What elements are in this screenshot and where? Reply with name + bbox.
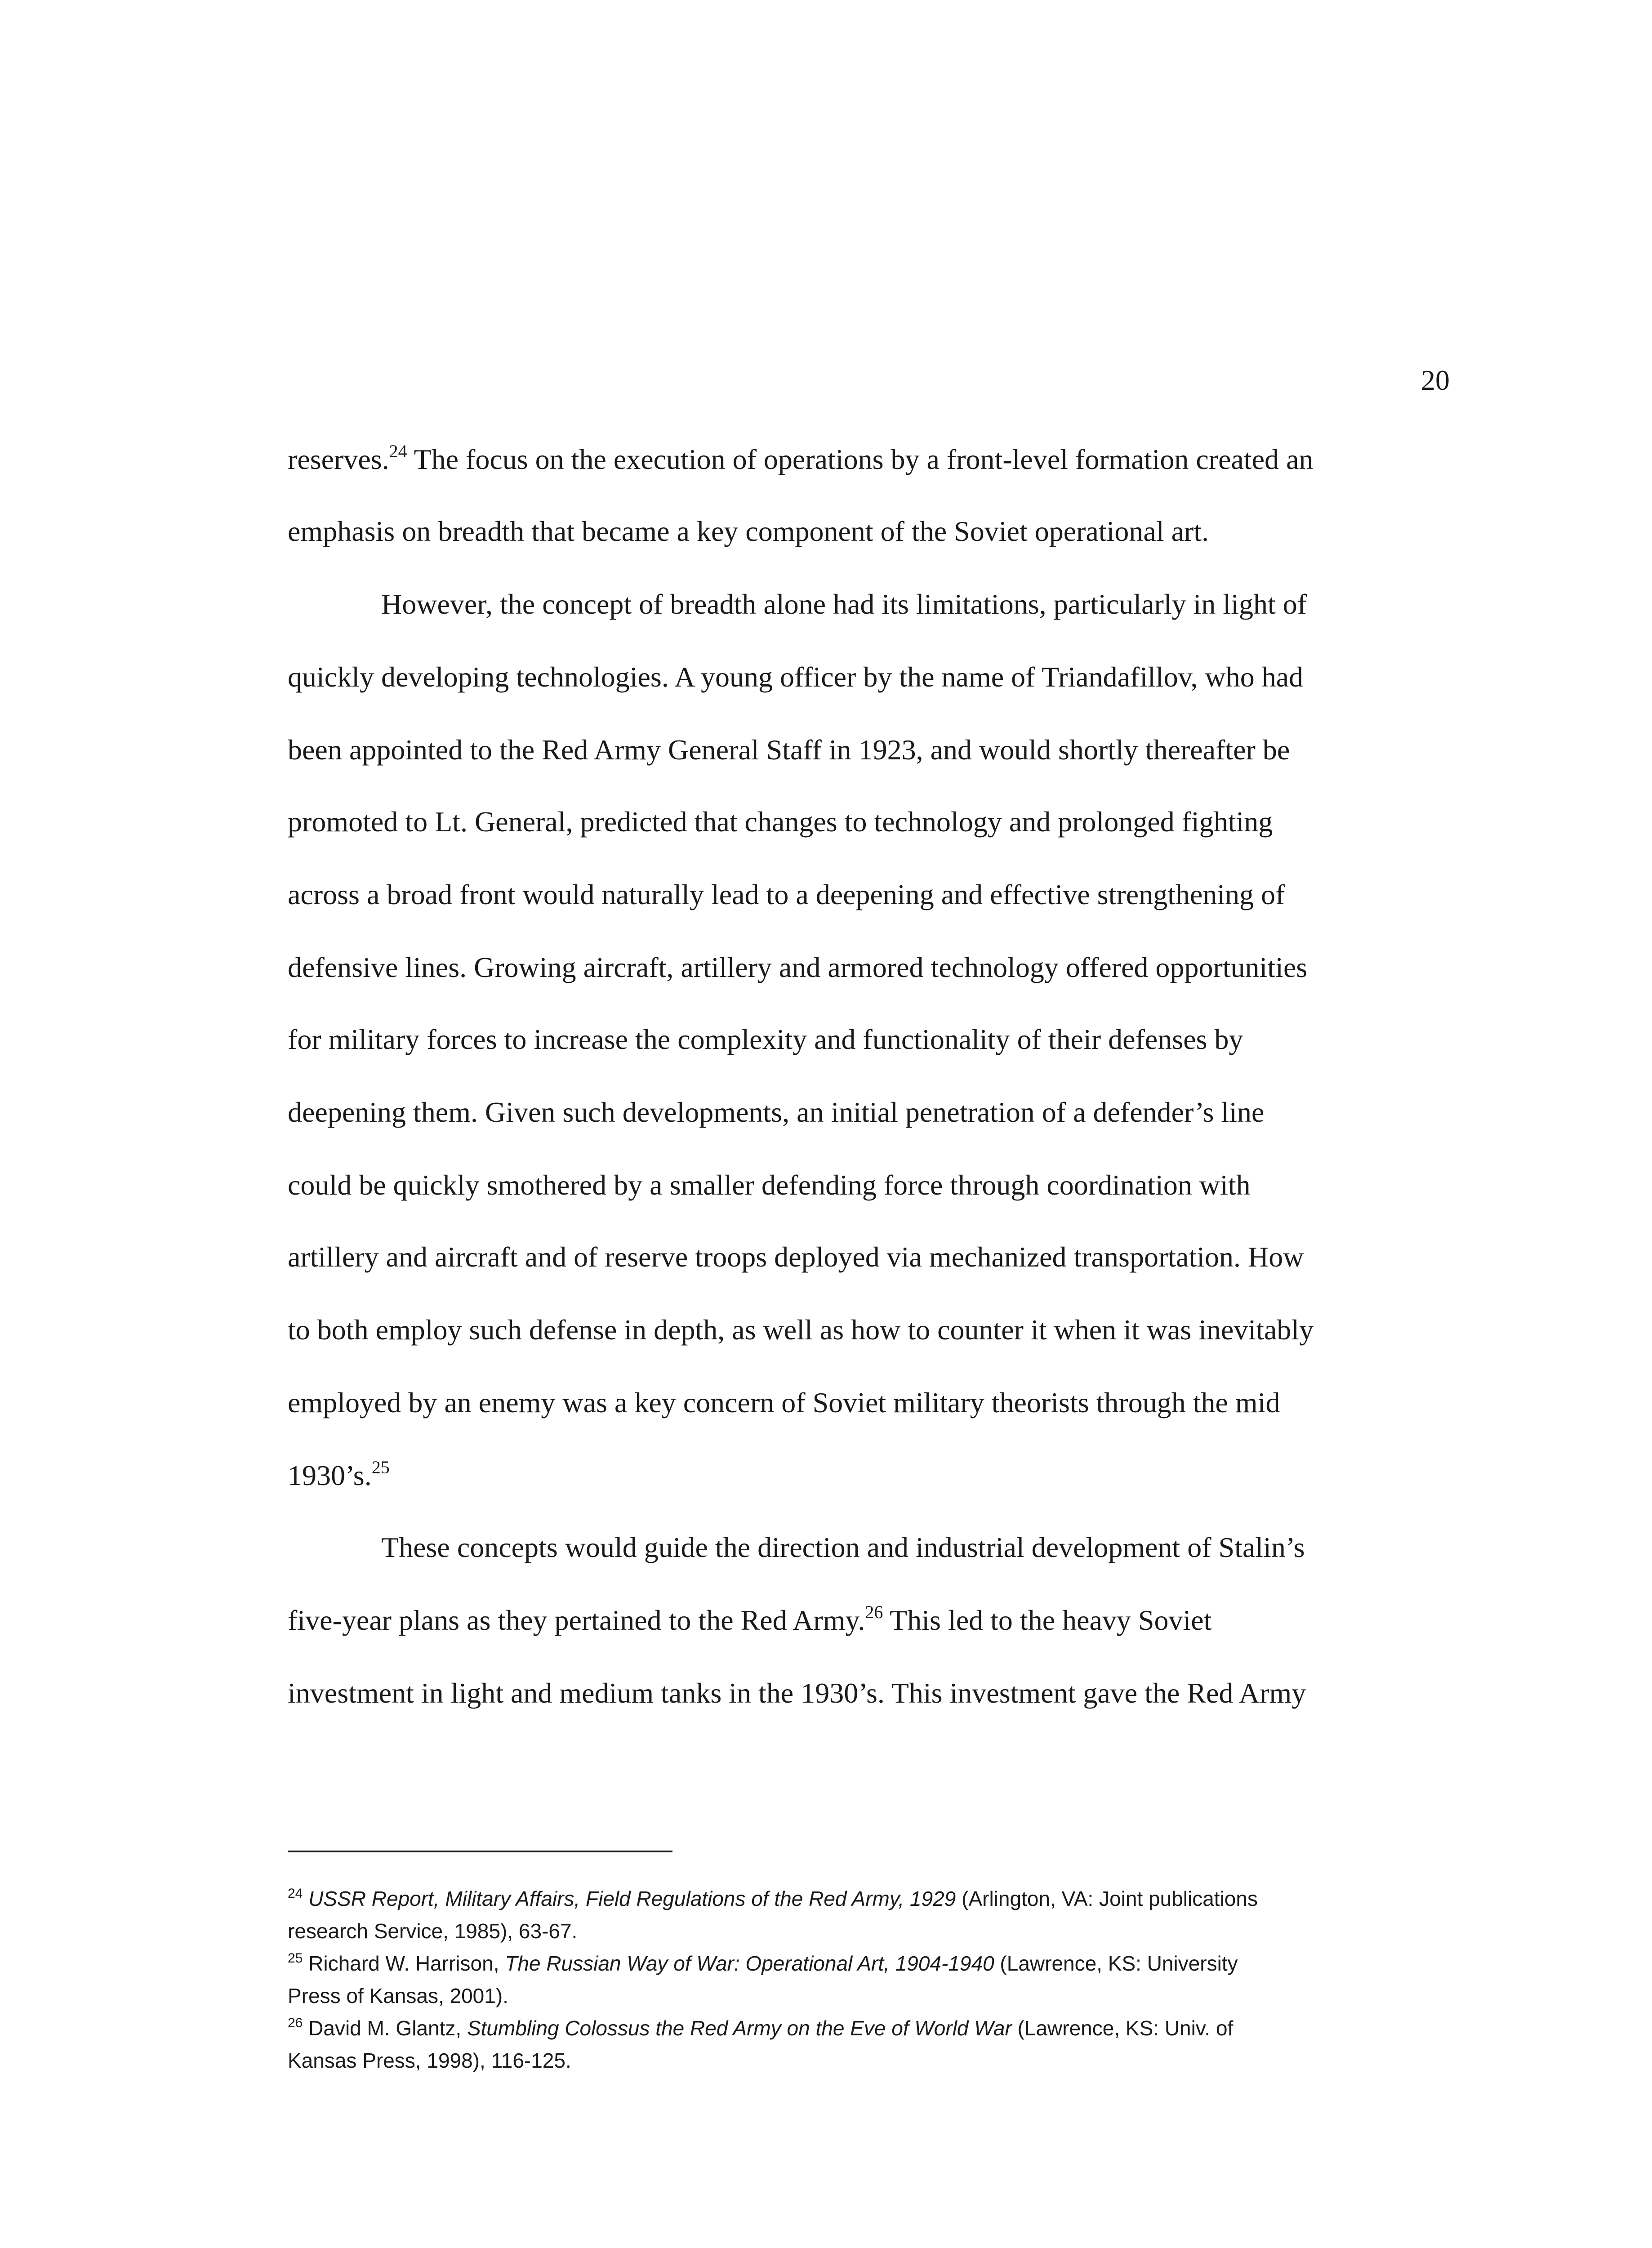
footnote-text: (Lawrence, KS: Univ. of — [1011, 2016, 1233, 2040]
body-line-text: reserves. — [288, 443, 389, 475]
body-line: to both employ such defense in depth, as well as how to counter it when it was inevitably — [288, 1314, 1314, 1346]
footnote-ref: 25 — [371, 1457, 390, 1477]
paragraph-first-line: These concepts would guide the direction and industrial development of Stalin’s — [381, 1531, 1305, 1563]
footnote-number: 26 — [288, 2016, 303, 2030]
body-line: promoted to Lt. General, predicted that changes to technology and prolonged fighting — [288, 806, 1273, 838]
body-line: been appointed to the Red Army General Staff in 1923, and would shortly thereafter be — [288, 734, 1290, 766]
footnote-title: Stumbling Colossus the Red Army on the Eve of World War — [467, 2016, 1012, 2040]
body-line-text: 1930’s. — [288, 1459, 372, 1491]
body-line: defensive lines. Growing aircraft, artillery and armored technology offered opportunities — [288, 951, 1308, 983]
footnote-separator — [288, 1851, 672, 1852]
footnote-24 — [288, 1888, 1258, 1909]
body-line: for military forces to increase the complexity and functionality of their defenses by — [288, 1023, 1243, 1055]
footnote-25 — [288, 1953, 1238, 1974]
footnote-26-cont: Kansas Press, 1998), 116-125. — [288, 2049, 571, 2072]
body-line — [288, 441, 1314, 475]
footnote-26 — [288, 2018, 1233, 2038]
body-line — [288, 1602, 1212, 1636]
body-line: artillery and aircraft and of reserve troops deployed via mechanized transportation. How — [288, 1241, 1304, 1273]
footnote-25-cont: Press of Kansas, 2001). — [288, 1984, 508, 2007]
footnote-number: 24 — [288, 1886, 303, 1901]
body-line-text: This led to the heavy Soviet — [883, 1604, 1212, 1636]
footnote-number: 25 — [288, 1951, 303, 1966]
body-line: could be quickly smothered by a smaller defending force through coordination with — [288, 1169, 1251, 1201]
footnote-title: The Russian Way of War: Operational Art, 1904-1940 — [505, 1952, 994, 1975]
body-line: emphasis on breadth that became a key component of the Soviet operational art. — [288, 515, 1209, 547]
body-line-text: The focus on the execution of operations by a front-level formation created an — [407, 443, 1314, 475]
body-line — [288, 1457, 390, 1491]
body-line: across a broad front would naturally lead to a deepening and effective strengthening of — [288, 879, 1285, 910]
footnote-24-cont: research Service, 1985), 63-67. — [288, 1919, 578, 1943]
footnote-text: (Lawrence, KS: University — [994, 1952, 1238, 1975]
footnote-author: Richard W. Harrison, — [303, 1952, 505, 1975]
footnote-author: David M. Glantz, — [303, 2016, 467, 2040]
body-line: deepening them. Given such developments, an initial penetration of a defender’s line — [288, 1096, 1265, 1128]
footnote-text: (Arlington, VA: Joint publications — [956, 1887, 1258, 1910]
body-line: employed by an enemy was a key concern of Soviet military theorists through the mid — [288, 1387, 1280, 1418]
page-number: 20 — [1421, 364, 1450, 396]
footnote-ref: 26 — [865, 1602, 883, 1622]
footnote-ref: 24 — [389, 441, 407, 461]
footnote-title: USSR Report, Military Affairs, Field Regulations of the Red Army, 1929 — [308, 1887, 956, 1910]
paragraph-first-line: However, the concept of breadth alone had its limitations, particularly in light of — [381, 588, 1307, 620]
body-line: investment in light and medium tanks in the 1930’s. This investment gave the Red Army — [288, 1677, 1306, 1709]
body-line: quickly developing technologies. A young officer by the name of Triandafillov, who had — [288, 661, 1304, 693]
body-line-text: five-year plans as they pertained to the Red Army. — [288, 1604, 865, 1636]
